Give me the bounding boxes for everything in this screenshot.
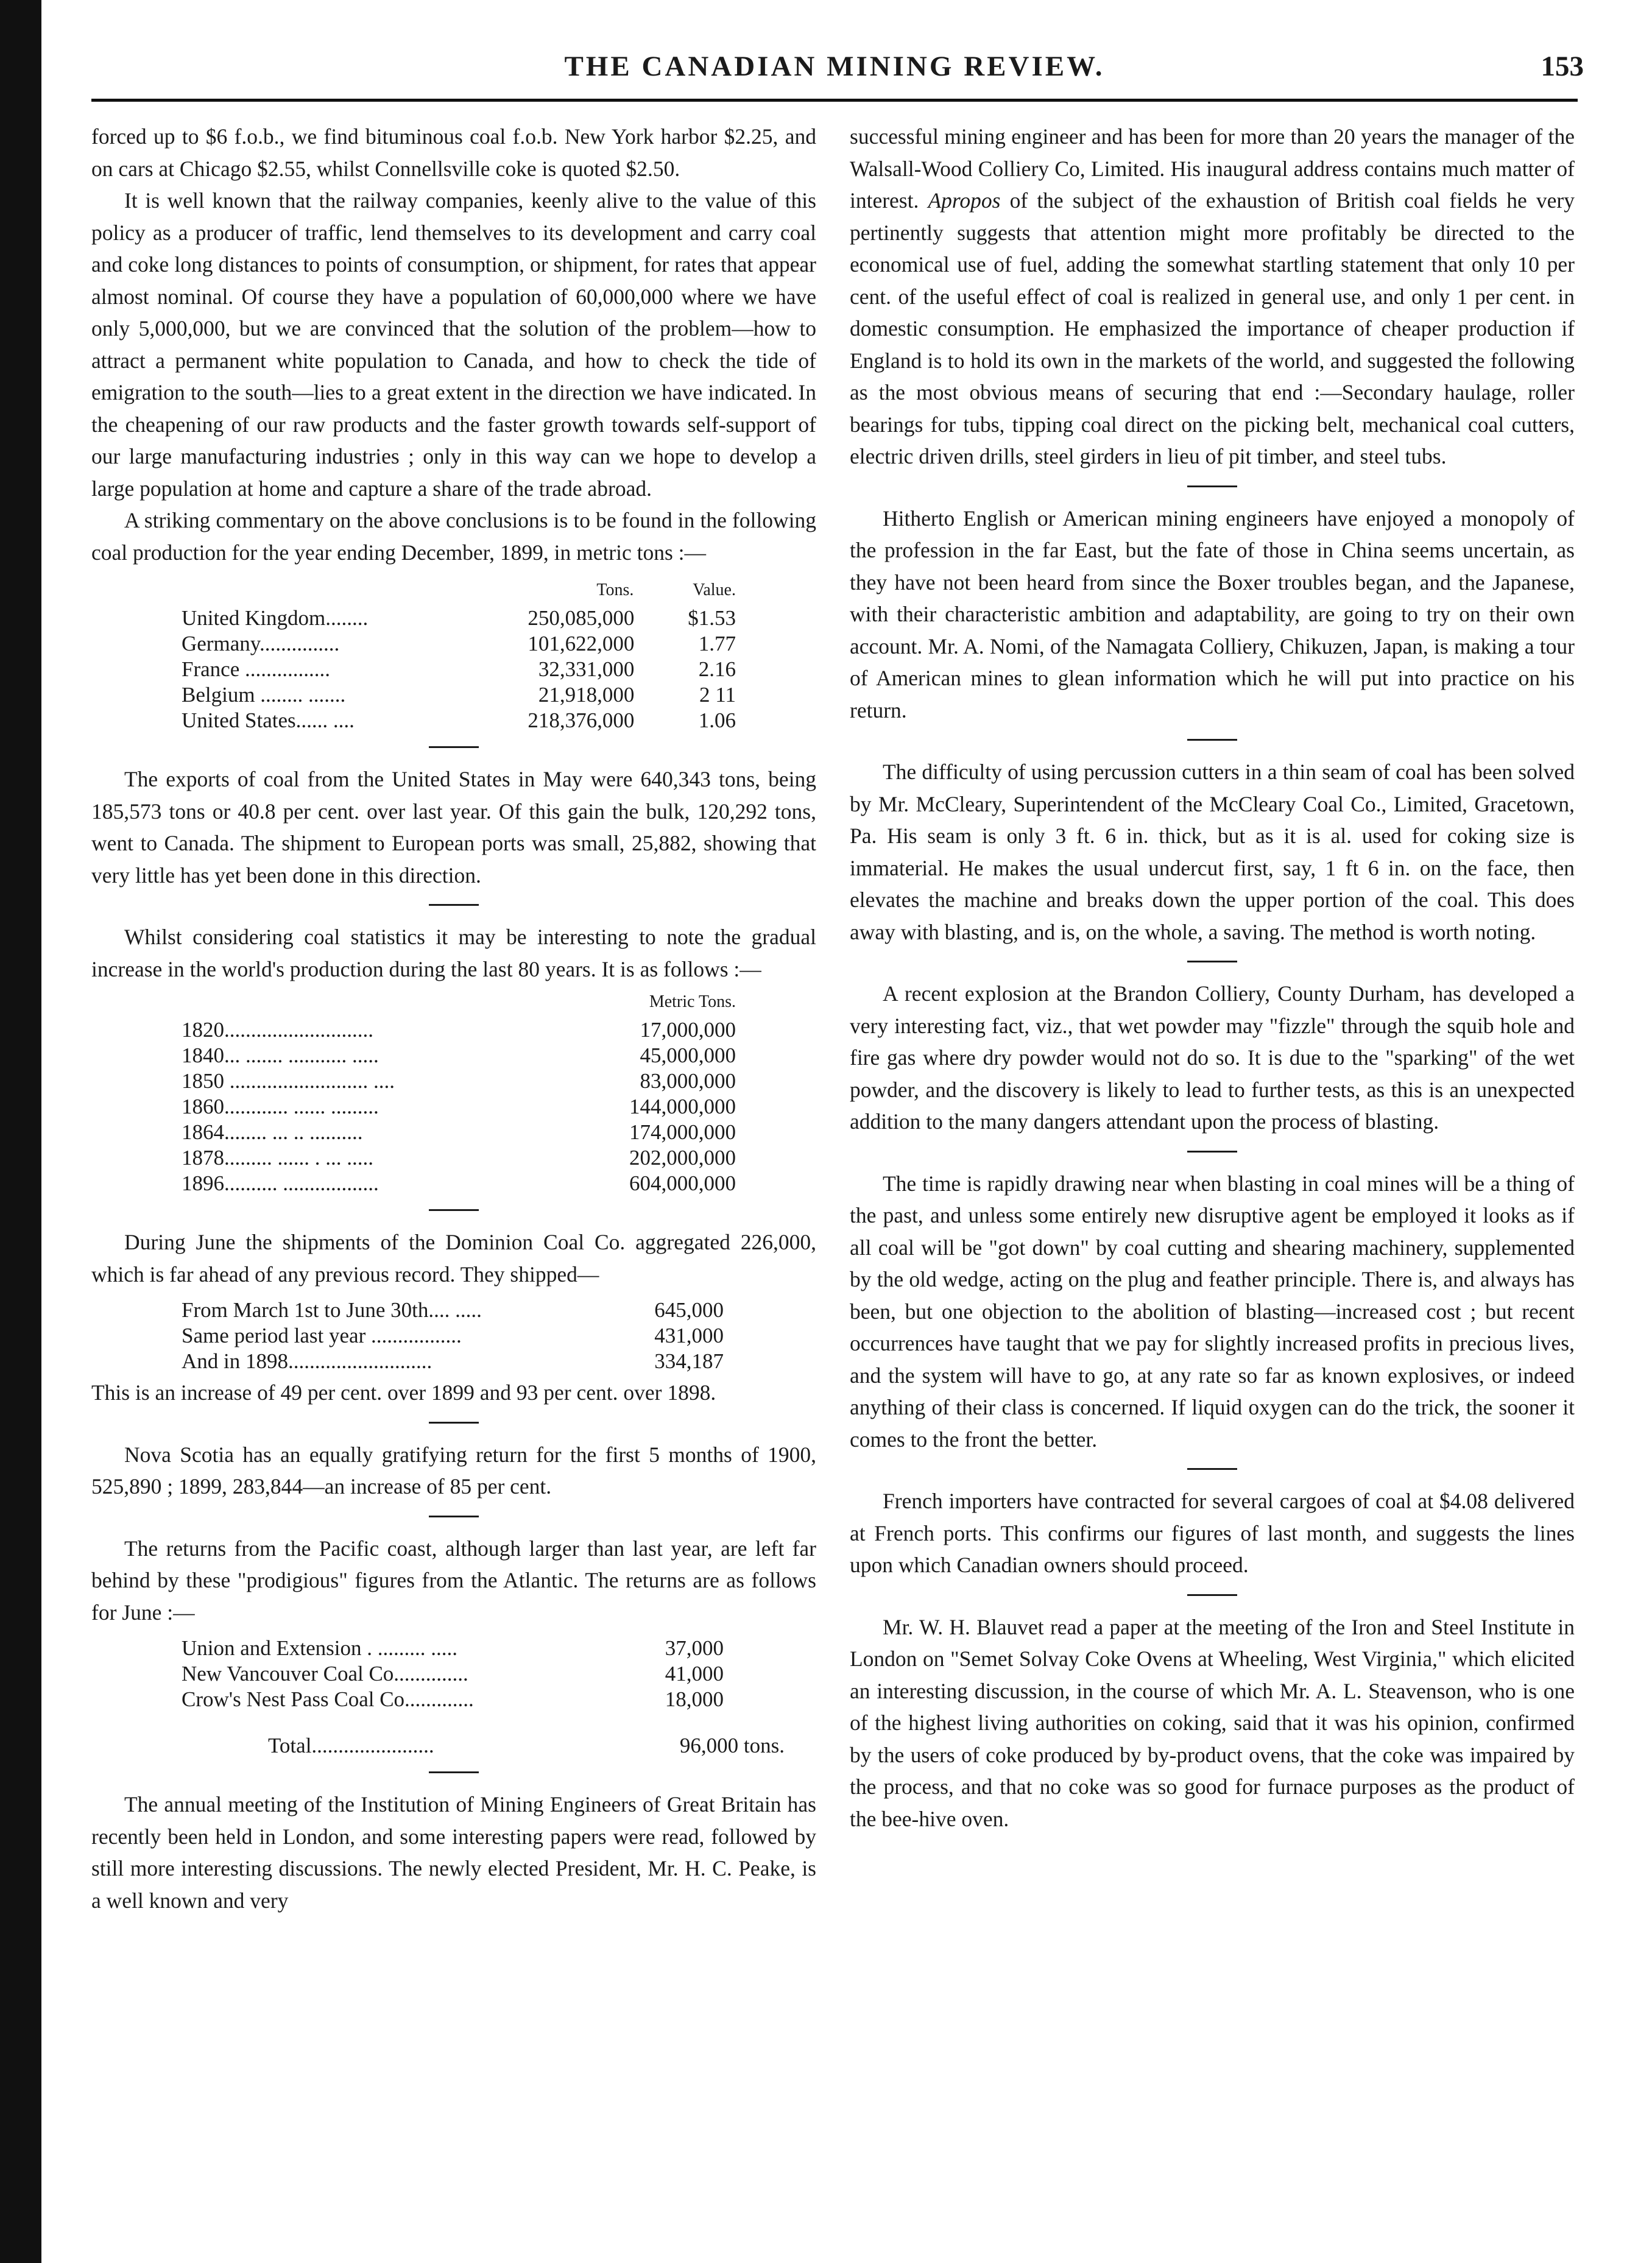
table-row: 1860............ ...... ......... 144,000,000 [182,1095,736,1118]
section-divider [1187,1594,1237,1596]
dominion-shipments-table [91,1297,816,1374]
table-row: Union and Extension . ......... ..... 37,000 [182,1636,724,1660]
section-divider [429,904,479,906]
section-divider [1187,1151,1237,1153]
world-production-table [91,989,816,1196]
paragraph: It is well known that the railway companies, keenly alive to the value of this policy as a producer of traffic, lend themselves to its development and carry coal and coke long distances to points of consumption, or shipment, for rates that appear almost nominal. Of course they have a population of 60,000,000 where we have only 5,000,000, but we are convinced that the solution of the problem—how to attract a permanent white population to Canada, and how to check the tide of emigration to the south—lies to a great extent in the direction we have indicated. In the cheapening of our raw products and the faster growth towards self-support of our large manufacturing industries ; only in this way can we hope to develop a large population at home and capture a share of the trade abroad. [91,188,816,501]
pacific-returns-table [91,1636,816,1759]
table-row: United States...... .... 218,376,000 1.06 [182,708,736,732]
paragraph: The annual meeting of the Institution of Mining Engineers of Great Britain has recently been held in London, and some interesting papers were read, followed by still more interesting discussions. The newly elected President, Mr. H. C. Peake, is a well known and very [91,1792,816,1913]
paragraph: The exports of coal from the United States in May were 640,343 tons, being 185,573 tons or 40.8 per cent. over last year. Of this gain the bulk, 120,292 tons, went to Canada. The shipment to European ports was small, 25,882, showing that very little has yet been done in this direction. [91,767,816,888]
coal-production-table [91,577,816,733]
page-number: 153 [1541,51,1584,82]
right-column [850,121,1575,1835]
table-row: 1878......... ...... . ... ..... 202,000,000 [182,1146,736,1170]
paragraph: A recent explosion at the Brandon Colliery, County Durham, has developed a very interesting fact, viz., that wet powder may "fizzle" through the squib hole and fire gas where dry powder would not do so. It is due to the "sparking" of the wet powder, and the discovery is likely to lead to further tests, as this is an unexpected addition to the many dangers attendant upon the process of blasting. [850,981,1575,1134]
section-divider [1187,739,1237,741]
paragraph: French importers have contracted for several cargoes of coal at $4.08 delivered at French ports. This confirms our figures of last month, and suggests the lines upon which Canadian owners should proceed. [850,1489,1575,1577]
paragraph: Nova Scotia has an equally gratifying return for the first 5 months of 1900, 525,890 ; 1899, 283,844—an increase of 85 per cent. [91,1442,816,1499]
table-row: Germany............... 101,622,000 1.77 [182,632,736,655]
header-rule [91,99,1578,102]
journal-title: THE CANADIAN MINING REVIEW. [564,51,1105,82]
paragraph: successful mining engineer and has been for more than 20 years the manager of the Walsall-Wood Colliery Co, Limited. His inaugural address contains much matter of interest. Apropos of the subject of the exhaustion of British coal fields he very pertinently suggests that attention might more profitably be directed to the economical use of fuel, adding the somewhat startling statement that only 10 per cent. of the useful effect of coal is realized in general use, and only 1 per cent. in domestic consumption. He emphasized the importance of cheaper production if England is to hold its own in the markets of the world, and suggested the following as the most obvious means of securing that end :—Secondary haulage, roller bearings for tubs, tipping coal direct on the picking belt, mechanical coal cutters, electric driven drills, steel girders in lieu of pit timber, and steel tubs. [850,124,1575,468]
table-header: Value. [693,581,736,599]
paragraph: During June the shipments of the Dominion Coal Co. aggregated 226,000, which is far ahead of any previous record. They shipped— [91,1230,816,1287]
paragraph: This is an increase of 49 per cent. over 1899 and 93 per cent. over 1898. [91,1380,716,1405]
paragraph: The time is rapidly drawing near when blasting in coal mines will be a thing of the past, and unless some entirely new disruptive agent be employed it looks as if all coal will be "got down" by coal cutting and shearing machinery, supplemented by the old wedge, acting on the plug and feather principle. There is, and always has been, but one objection to the abolition of blasting—increased cost ; but recent occurrences have taught that we pay for slightly increased profits in precious lives, and the system will have to go, at any rate so far as known explosives, or indeed anything of their class is concerned. If liquid oxygen can do the trick, the sooner it comes to the front the better. [850,1171,1575,1452]
paragraph: Mr. W. H. Blauvet read a paper at the meeting of the Iron and Steel Institute in London on "Semet Solvay Coke Ovens at Wheeling, West Virginia," which elicited an interesting discussion, in the course of which Mr. A. L. Steavenson, who is one of the highest living authorities on coking, said that it was his opinion, confirmed by the users of coke produced by by-product ovens, that the coke was impaired by the process, and that no coke was so good for furnace purposes as the product of the bee-hive oven. [850,1614,1575,1831]
paragraph: Hitherto English or American mining engineers have enjoyed a monopoly of the profession in the far East, but the fate of those in China seems uncertain, as they have not been heard from since the Boxer troubles began, and the Japanese, with their characteristic ambition and adaptability, are going to try on their own account. Mr. A. Nomi, of the Namagata Colliery, Chikuzen, Japan, is making a tour of American mines to glean information which he will put into practice on his return. [850,506,1575,722]
paragraph: A striking commentary on the above conclusions is to be found in the following coal production for the year ending December, 1899, in metric tons :— [91,508,816,565]
section-divider [1187,961,1237,962]
table-header: Metric Tons. [649,992,736,1011]
table-row: 1850 .......................... .... 83,000,000 [182,1069,736,1093]
left-column [91,121,816,1916]
table-row: New Vancouver Coal Co.............. 41,000 [182,1662,724,1686]
section-divider [429,1516,479,1517]
table-row: 1840... ....... ........... ..... 45,000,000 [182,1043,736,1067]
table-row: From March 1st to June 30th.... ..... 645,000 [182,1298,724,1322]
paragraph: Whilst considering coal statistics it may be interesting to note the gradual increase in the world's production during the last 80 years. It is as follows :— [91,925,816,981]
section-divider [429,1209,479,1211]
table-row: Same period last year ................. 431,000 [182,1324,724,1347]
section-divider [429,1771,479,1773]
section-divider [429,746,479,748]
table-row: 1820............................ 17,000,000 [182,1018,736,1042]
table-row: France ................ 32,331,000 2.16 [182,657,736,681]
table-row: United Kingdom........ 250,085,000 $1.53 [182,606,736,630]
section-divider [429,1422,479,1424]
section-divider [1187,485,1237,487]
table-header: Tons. [596,581,634,599]
italic-word: Apropos [928,188,1001,213]
table-total-row: Total....................... 96,000 tons. [268,1734,785,1757]
table-row: Belgium ........ ....... 21,918,000 2 11 [182,683,736,707]
binding-edge [0,0,41,2263]
page-header [85,50,1584,99]
table-row: 1864........ ... .. .......... 174,000,000 [182,1120,736,1144]
table-row: 1896.......... .................. 604,000,000 [182,1171,736,1195]
paragraph: The difficulty of using percussion cutters in a thin seam of coal has been solved by Mr. McCleary, Superintendent of the McCleary Coal Co., Limited, Gracetown, Pa. His seam is only 3 ft. 6 in. thick, but as it is al. used for coking size is immaterial. He makes the usual undercut first, say, 1 ft 6 in. on the face, then elevates the machine and breaks down the upper portion of the coal. This does away with blasting, and is, on the whole, a saving. The method is worth noting. [850,760,1575,944]
paragraph: forced up to $6 f.o.b., we find bituminous coal f.o.b. New York harbor $2.25, and on cars at Chicago $2.55, whilst Connellsville coke is quoted $2.50. [91,124,816,181]
paragraph: The returns from the Pacific coast, although larger than last year, are left far behind by these "prodigious" figures from the Atlantic. The returns are as follows for June :— [91,1536,816,1625]
table-row: Crow's Nest Pass Coal Co............. 18,000 [182,1687,724,1711]
table-row: And in 1898........................... 334,187 [182,1349,724,1373]
section-divider [1187,1468,1237,1470]
